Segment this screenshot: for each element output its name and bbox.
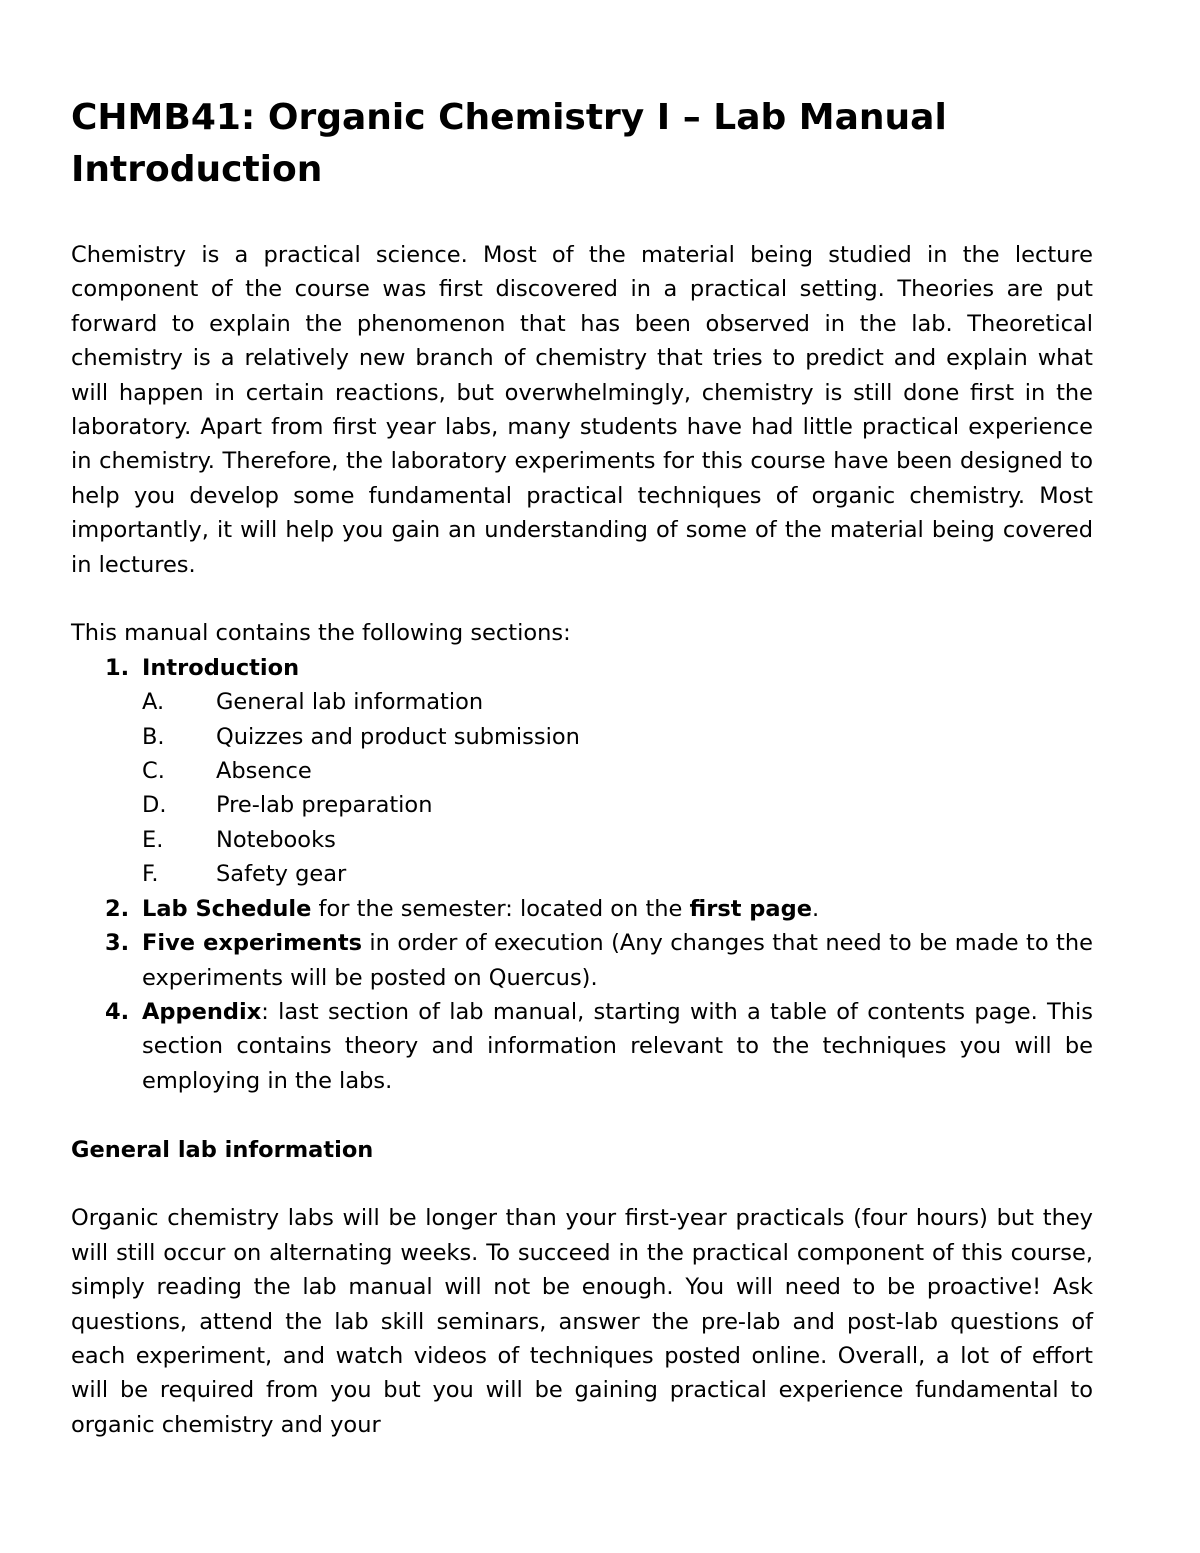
section-item-appendix [71,995,1093,1098]
intro-paragraph: Chemistry is a practical science. Most of the material being studied in the lecture component of the course was first discovered in a practical setting. Theories are put forward to explain the phenomenon that has been observed in the lab. Theoretical chemistry is a relatively new branch of chemistry that tries to predict and explain what will happen in certain reactions, but overwhelmingly, chemistry is still done first in the laboratory. Apart from first year labs, many students have had little practical experience in chemistry. Therefore, the laboratory experiments for this course have been designed to help you develop some fundamental practical techniques of organic chemistry. Most importantly, it will help you gain an understanding of some of the material being covered in lectures. [71,242,1093,578]
subsection-text: Pre-lab preparation [216,792,433,819]
subsection-text: Safety gear [216,861,347,888]
title-line-1: CHMB41: Organic Chemistry I – Lab Manual [71,97,947,138]
subsection-item [71,857,1093,891]
section-item-lab-schedule [71,892,1093,926]
subsection-letter: A. [142,689,165,716]
section-number: 2. [105,895,130,922]
section-title: Lab Schedule [142,895,312,922]
section-number: 3. [105,930,130,957]
subsection-letter: D. [142,792,167,819]
subsection-letter: B. [142,723,165,750]
sections-list [71,651,1093,1098]
section-number: 4. [105,998,130,1025]
section-text: in order of execution (Any changes that need to be made to the experiments will be posted on Quercus). [142,930,1093,991]
section-text: for the semester: located on the [311,895,690,922]
subsection-text: Quizzes and product submission [216,723,580,750]
subsection-item [71,685,1093,719]
subsection-item [71,754,1093,788]
section-text: : last section of lab manual, starting with a table of contents page. This section contains theory and information relevant to the techniques you will be employing in the labs. [142,998,1093,1094]
section-title: Introduction [142,654,300,681]
section-emphasis: first page [689,895,812,922]
document-page [71,92,1093,1442]
section-text-end: . [811,895,820,922]
title-line-2: Introduction [71,149,323,190]
general-lab-info-heading: General lab information [71,1136,374,1163]
subsection-item [71,823,1093,857]
subsection-text: General lab information [216,689,484,716]
sections-lead: This manual contains the following sections: [71,620,571,647]
document-title [71,92,1093,196]
subsection-letter: C. [142,758,165,785]
section-title: Appendix [142,998,262,1025]
subsection-item [71,788,1093,822]
general-lab-info-paragraph: Organic chemistry labs will be longer than your first-year practicals (four hours) but they will still occur on alternating weeks. To succeed in the practical component of this course, simply reading the lab manual will not be enough. You will need to be proactive! Ask questions, attend the lab skill seminars, answer the pre-lab and post-lab questions of each experiment, and watch videos of techniques posted online. Overall, a lot of effort will be required from you but you will be gaining practical experience fundamental to organic chemistry and your [71,1205,1093,1438]
subsection-text: Absence [216,758,312,785]
subsection-text: Notebooks [216,826,336,853]
subsection-letter: E. [142,826,164,853]
section-item-introduction [71,651,1093,892]
subsection-letter: F. [142,861,159,888]
section-item-experiments [71,926,1093,995]
introduction-subsections [142,685,1093,891]
section-title: Five experiments [142,930,362,957]
section-number: 1. [105,654,130,681]
subsection-item [71,720,1093,754]
